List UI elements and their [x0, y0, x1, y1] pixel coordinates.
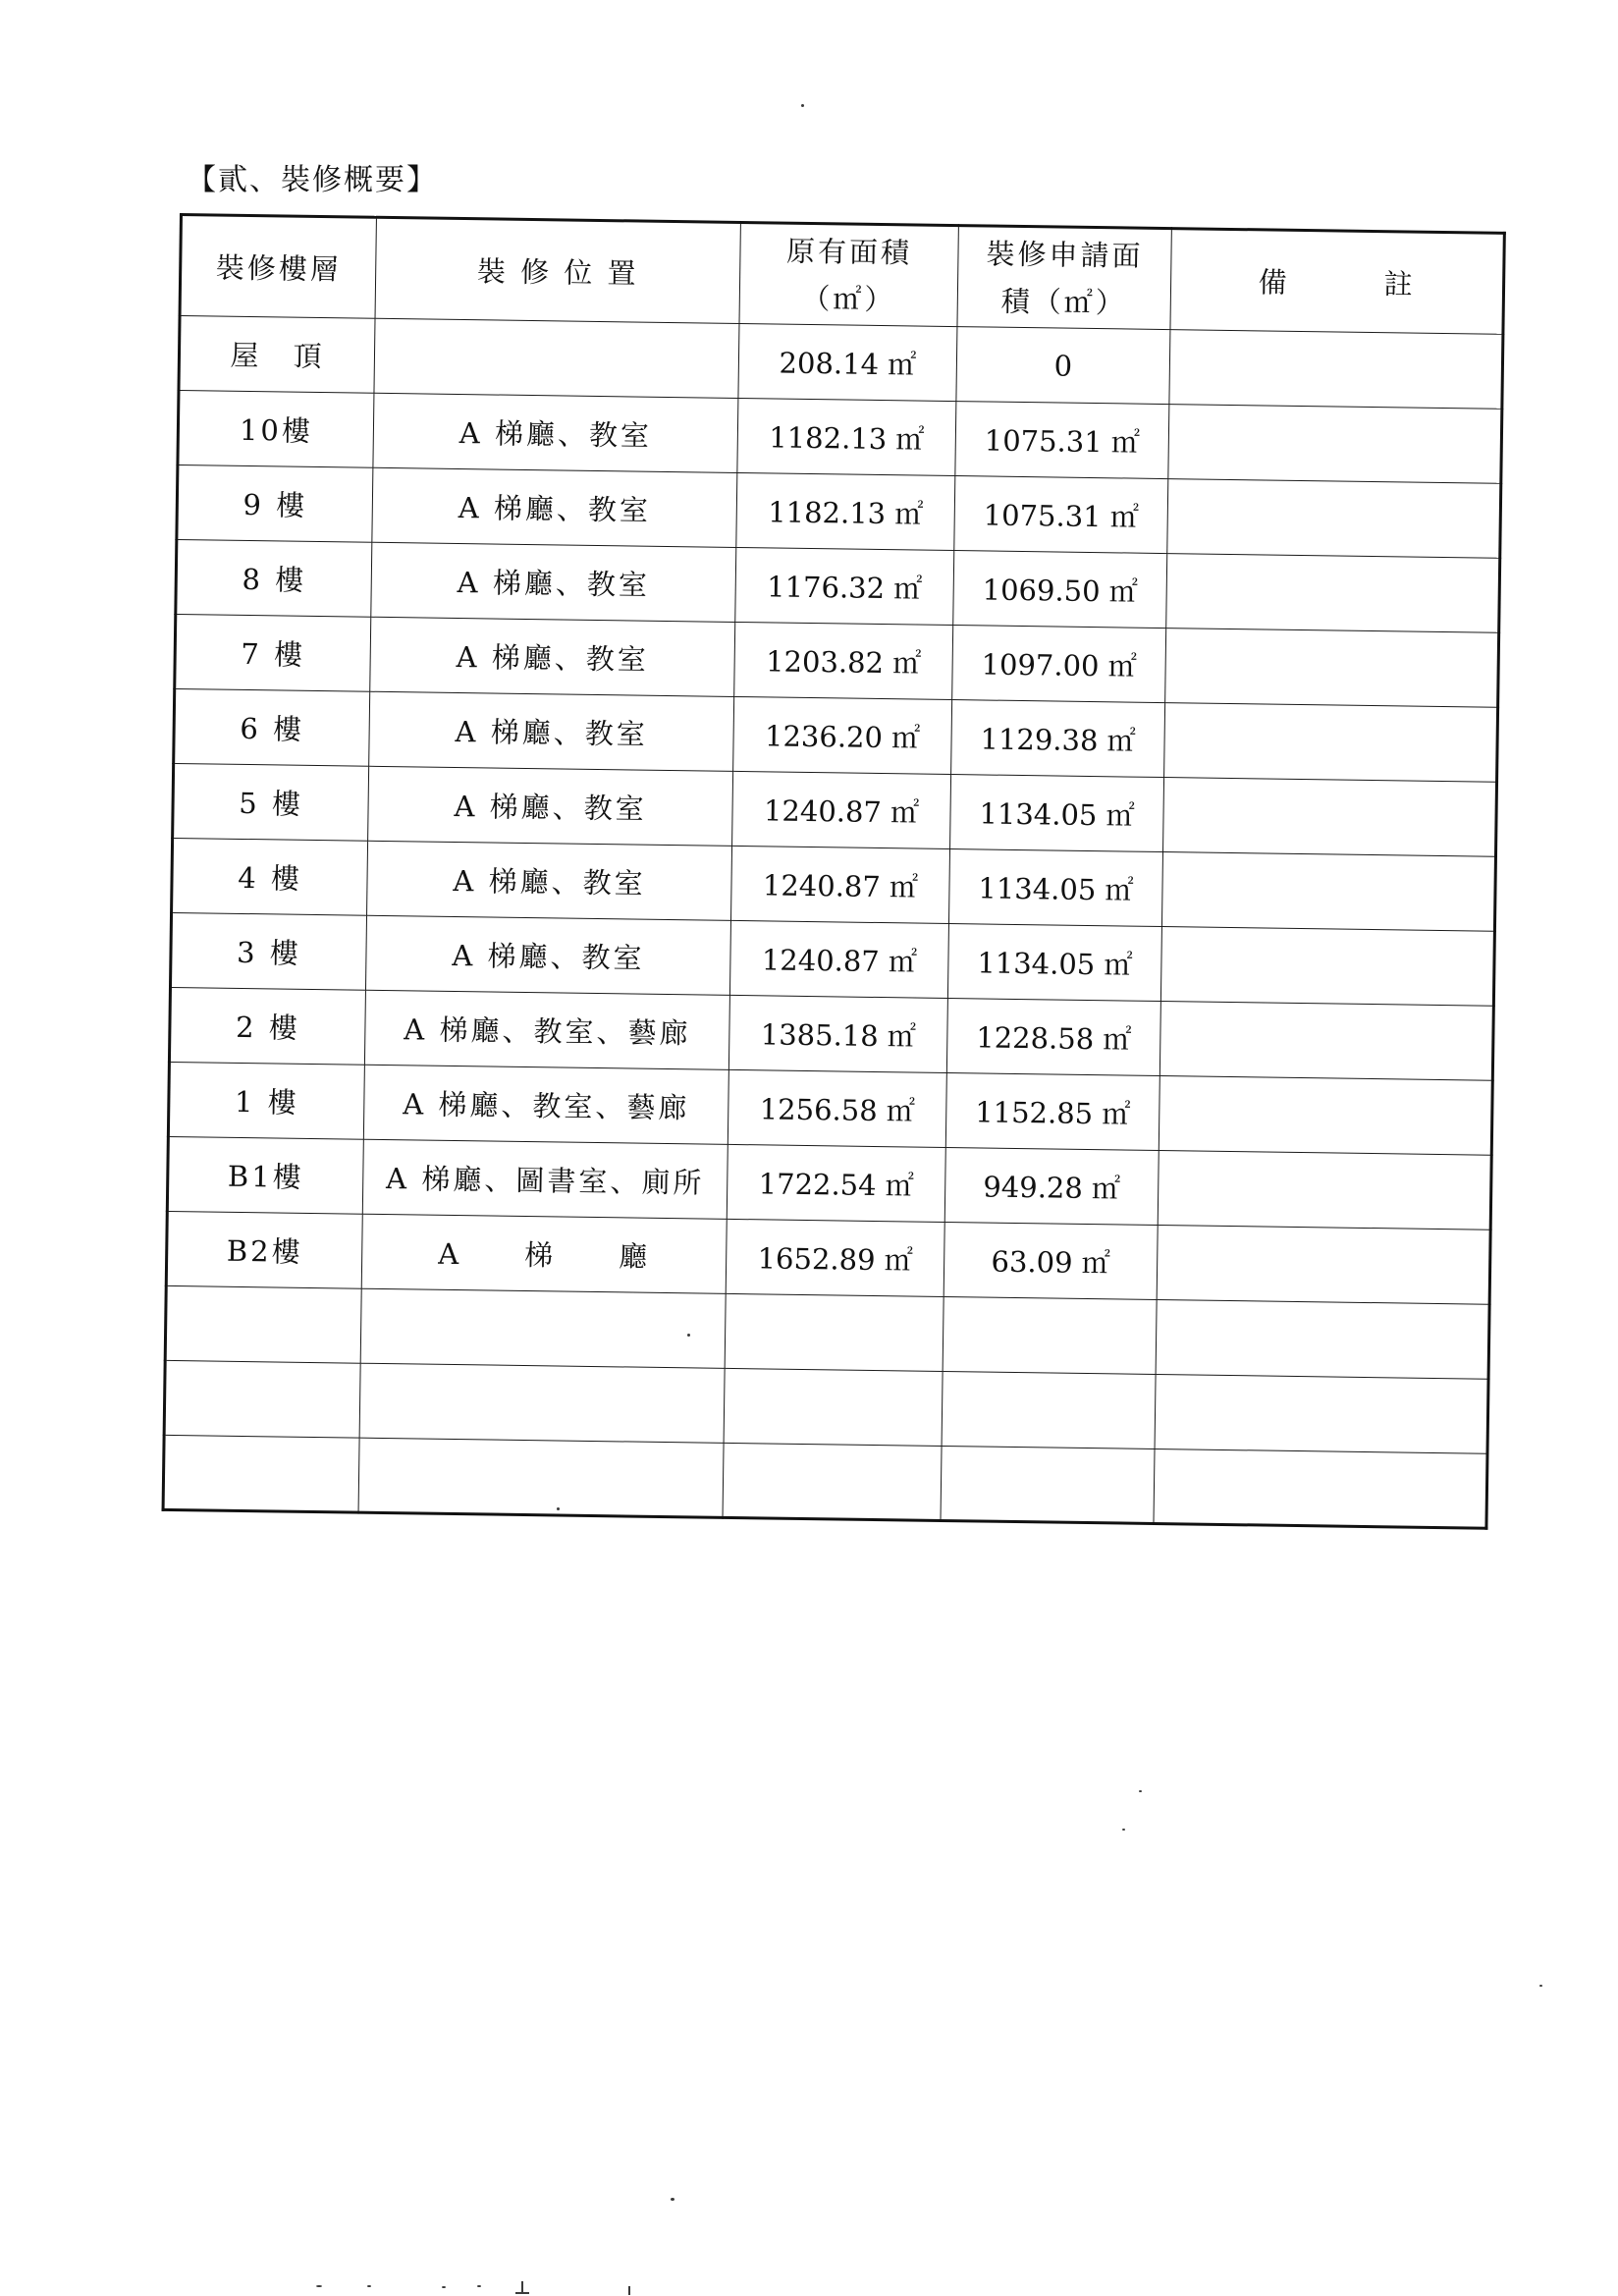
- header-applied-area-line1: 裝修申請面: [986, 236, 1144, 273]
- cell-original-area: [725, 1293, 944, 1371]
- cell-remarks: [1157, 1226, 1490, 1305]
- header-location: [375, 217, 740, 323]
- cell-remarks: [1168, 405, 1502, 484]
- cell-location: A 梯廳、教室: [368, 766, 733, 846]
- cell-original-area: 1256.58 ㎡: [728, 1069, 946, 1147]
- scan-speck: [442, 2286, 446, 2288]
- cell-floor: 屋 頂: [179, 316, 375, 394]
- cell-remarks: [1160, 927, 1494, 1007]
- table-header: [180, 215, 1504, 335]
- scan-mark: [628, 2286, 630, 2295]
- cell-remarks: [1158, 1151, 1491, 1230]
- cell-floor: 6 樓: [174, 688, 370, 766]
- cell-floor: 4 樓: [172, 838, 368, 915]
- cell-applied-area: 1069.50 ㎡: [953, 551, 1167, 629]
- cell-remarks: [1160, 1002, 1493, 1081]
- cell-location: [360, 1288, 726, 1368]
- cell-applied-area: 0: [956, 327, 1170, 405]
- scan-speck: [1139, 1790, 1142, 1792]
- cell-remarks: [1169, 330, 1503, 410]
- cell-original-area: 1240.87 ㎡: [732, 771, 951, 848]
- cell-location: A 梯廳、教室: [373, 393, 738, 472]
- cell-floor: 10樓: [178, 391, 374, 468]
- scan-speck: [687, 1334, 690, 1337]
- header-location-label: 裝 修 位 置: [476, 254, 639, 291]
- cell-floor: B1樓: [167, 1136, 363, 1214]
- cell-original-area: 1652.89 ㎡: [726, 1219, 944, 1296]
- cell-remarks: [1156, 1300, 1489, 1380]
- scan-mark: [515, 2292, 529, 2294]
- header-applied-area: [957, 226, 1171, 330]
- header-applied-area-line2: 積（㎡）: [1000, 284, 1128, 319]
- cell-floor: [165, 1285, 361, 1363]
- cell-applied-area: 1097.00 ㎡: [952, 626, 1166, 703]
- cell-floor: 1 樓: [168, 1062, 364, 1139]
- header-floor-label: 裝修樓層: [215, 250, 342, 287]
- cell-original-area: 1385.18 ㎡: [728, 995, 947, 1072]
- cell-remarks: [1165, 629, 1499, 708]
- cell-remarks: [1154, 1449, 1487, 1528]
- cell-remarks: [1159, 1076, 1492, 1156]
- cell-floor: [164, 1360, 360, 1438]
- scan-speck: [367, 2285, 371, 2287]
- cell-original-area: 1240.87 ㎡: [730, 846, 949, 923]
- cell-location: [374, 318, 739, 398]
- cell-floor: 9 樓: [177, 465, 373, 542]
- cell-original-area: 1240.87 ㎡: [729, 920, 948, 998]
- scan-speck: [557, 1507, 560, 1510]
- header-floor: [180, 215, 376, 319]
- scan-speck: [1539, 1985, 1542, 1987]
- cell-original-area: [724, 1368, 943, 1446]
- scan-speck: [316, 2285, 322, 2287]
- cell-original-area: [723, 1443, 942, 1520]
- cell-location: A 梯廳、教室: [369, 691, 734, 771]
- cell-remarks: [1167, 479, 1501, 559]
- cell-remarks: [1161, 852, 1495, 932]
- cell-floor: 5 樓: [173, 763, 369, 841]
- cell-location: A 梯廳、教室: [370, 617, 735, 696]
- cell-location: A 梯 廳: [361, 1214, 727, 1293]
- scan-speck: [801, 104, 804, 107]
- cell-original-area: 1722.54 ㎡: [727, 1144, 945, 1222]
- scan-speck: [671, 2198, 674, 2201]
- header-remarks: [1170, 229, 1504, 335]
- cell-location: A 梯廳、教室、藝廊: [364, 990, 729, 1069]
- cell-floor: 2 樓: [169, 987, 365, 1065]
- cell-applied-area: 1075.31 ㎡: [955, 402, 1169, 479]
- cell-original-area: 1236.20 ㎡: [733, 696, 952, 774]
- cell-floor: 8 樓: [176, 539, 372, 617]
- cell-floor: 3 樓: [170, 912, 366, 990]
- cell-applied-area: [943, 1296, 1157, 1374]
- cell-applied-area: 949.28 ㎡: [944, 1147, 1159, 1225]
- cell-original-area: 1182.13 ㎡: [736, 472, 955, 550]
- cell-original-area: 1182.13 ㎡: [737, 398, 956, 475]
- cell-applied-area: 1075.31 ㎡: [954, 476, 1168, 554]
- cell-floor: B2樓: [166, 1211, 362, 1288]
- cell-applied-area: 1134.05 ㎡: [947, 924, 1161, 1002]
- section-title: 【貳、裝修概要】: [187, 163, 438, 197]
- cell-floor: 7 樓: [175, 614, 371, 691]
- cell-applied-area: 63.09 ㎡: [944, 1222, 1158, 1299]
- cell-original-area: 208.14 ㎡: [738, 323, 957, 401]
- cell-location: A 梯廳、教室、藝廊: [363, 1065, 728, 1144]
- cell-remarks: [1163, 778, 1497, 857]
- cell-applied-area: 1129.38 ㎡: [951, 700, 1165, 778]
- cell-location: A 梯廳、教室: [365, 915, 730, 995]
- header-row: [180, 215, 1504, 335]
- cell-original-area: 1203.82 ㎡: [734, 622, 953, 699]
- cell-applied-area: [942, 1371, 1156, 1449]
- cell-floor: [163, 1435, 359, 1512]
- renovation-overview-table: [162, 213, 1506, 1530]
- cell-location: A 梯廳、圖書室、廁所: [362, 1139, 728, 1219]
- cell-remarks: [1155, 1374, 1488, 1453]
- cell-location: [358, 1438, 724, 1517]
- cell-remarks: [1164, 703, 1498, 783]
- header-original-area-line2: （㎡）: [801, 281, 896, 316]
- header-remarks-label: 備 註: [1258, 265, 1416, 301]
- cell-location: A 梯廳、教室: [371, 542, 736, 622]
- cell-remarks: [1166, 554, 1500, 633]
- header-original-area-line1: 原有面積: [785, 234, 913, 269]
- cell-applied-area: 1134.05 ㎡: [950, 775, 1164, 852]
- table-body: [163, 316, 1503, 1529]
- cell-location: A 梯廳、教室: [372, 467, 737, 547]
- cell-applied-area: 1152.85 ㎡: [945, 1072, 1160, 1150]
- scan-speck: [1122, 1829, 1125, 1831]
- header-original-area: [739, 222, 958, 326]
- cell-original-area: 1176.32 ㎡: [735, 547, 954, 625]
- cell-applied-area: 1134.05 ㎡: [948, 849, 1162, 927]
- scan-speck: [477, 2285, 481, 2287]
- cell-location: A 梯廳、教室: [367, 841, 732, 920]
- cell-applied-area: 1228.58 ㎡: [946, 999, 1160, 1076]
- cell-applied-area: [941, 1446, 1155, 1523]
- cell-location: [359, 1363, 725, 1443]
